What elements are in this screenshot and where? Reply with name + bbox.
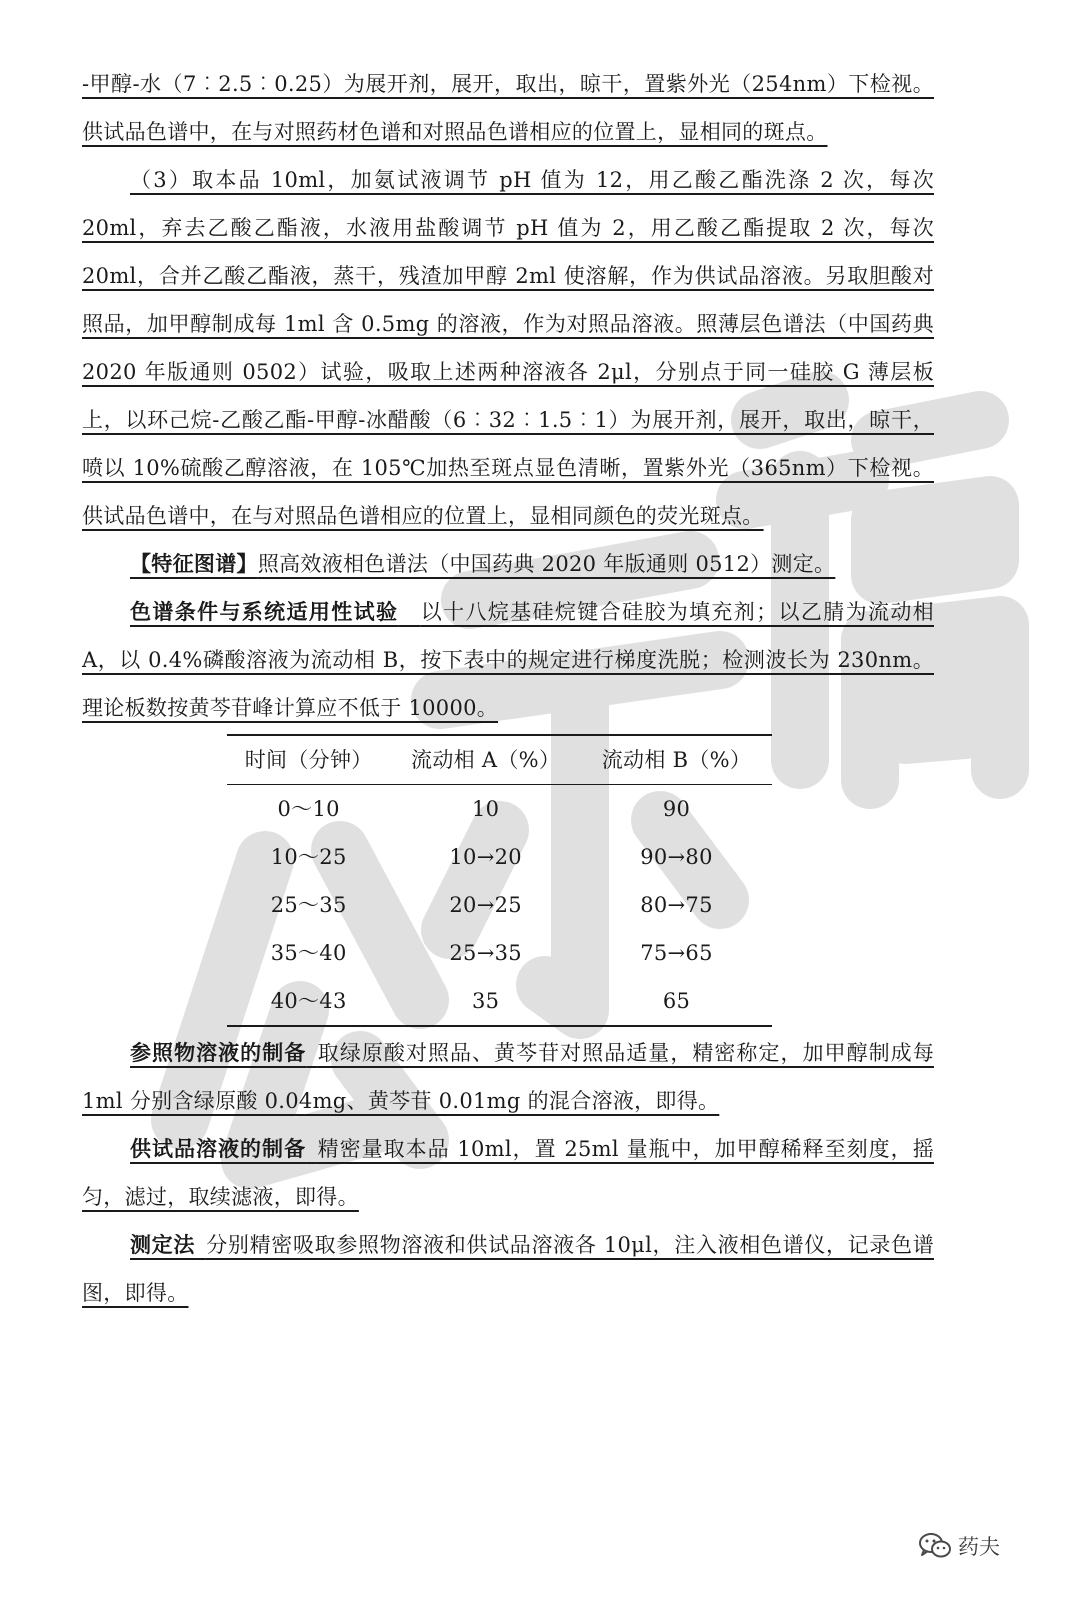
determination-method-text: 分别精密吸取参照物溶液和供试品溶液各 10μl，注入液相色谱仪，记录色谱图，即得。 (82, 1233, 934, 1305)
paragraph-2 (82, 156, 934, 540)
table-row (227, 785, 772, 834)
table-cell: 90→80 (640, 845, 713, 869)
table-row (227, 881, 772, 929)
determination-method-section (82, 1221, 934, 1317)
reference-solution-heading: 参照物溶液的制备 (130, 1041, 307, 1065)
chromatography-conditions-section (82, 588, 934, 732)
header-mobile-phase-a: 流动相 A（%） (390, 735, 581, 785)
table-cell: 25→35 (449, 941, 522, 965)
chromatography-conditions-text: 以十八烷基硅烷键合硅胶为填充剂；以乙腈为流动相 A，以 0.4%磷酸溶液为流动相 B，按下表中的规定进行梯度洗脱；检测波长为 230nm。理论板数按黄芩苷峰计算应不低于 10000。 (82, 600, 934, 720)
determination-method-heading: 测定法 (130, 1233, 196, 1257)
table-cell: 65 (581, 977, 772, 1026)
paragraph-2-text: （3）取本品 10ml，加氨试液调节 pH 值为 12，用乙酸乙酯洗涤 2 次，每次 20ml，弃去乙酸乙酯液，水液用盐酸调节 pH 值为 2，用乙酸乙酯提取 2 次，每次 20ml，合并乙酸乙酯液，蒸干，残渣加甲醇 2ml 使溶解，作为供试品溶液。另取胆酸对照品，加甲醇制成每 1ml 含 0.5mg 的溶液，作为对照品溶液。照薄层色谱法（中国药典 2020 年版通则 0502）试验，吸取上述两种溶液各 2μl，分别点于同一硅胶 G 薄层板上，以环己烷-乙酸乙酯-甲醇-冰醋酸（6︰32︰1.5︰1）为展开剂，展开，取出，晾干，喷以 10%硫酸乙醇溶液，在 105℃加热至斑点显色清晰，置紫外光（365nm）下检视。供试品色谱中，在与对照品色谱相应的位置上，显相同颜色的荧光斑点。 (82, 168, 934, 528)
table-cell: 90 (662, 797, 691, 821)
table-cell: 35 (390, 977, 581, 1026)
gradient-table-wrap (227, 734, 772, 1027)
table-cell: 35～40 (270, 941, 347, 965)
reference-solution-text: 取绿原酸对照品、黄芩苷对照品适量，精密称定，加甲醇制成每 1ml 分别含绿原酸 0.04mg、黄芩苷 0.01mg 的混合溶液，即得。 (82, 1041, 934, 1113)
feature-spectrum-section (82, 540, 934, 588)
header-mobile-phase-b: 流动相 B（%） (581, 735, 772, 785)
table-row (227, 977, 772, 1026)
sample-solution-section (82, 1125, 934, 1221)
feature-spectrum-text: 照高效液相色谱法（中国药典 2020 年版通则 0512）测定。 (257, 552, 836, 576)
source-badge-label: 药夫 (958, 1535, 1000, 1559)
paragraph-1 (82, 60, 934, 156)
paragraph-1-text: -甲醇-水（7︰2.5︰0.25）为展开剂，展开，取出，晾干，置紫外光（254nm）下检视。供试品色谱中，在与对照药材色谱和对照品色谱相应的位置上，显相同的斑点。 (82, 72, 934, 144)
table-cell: 10～25 (270, 845, 347, 869)
sample-solution-heading: 供试品溶液的制备 (130, 1137, 307, 1161)
table-cell: 75→65 (640, 941, 713, 965)
table-row (227, 833, 772, 881)
document-body (82, 60, 934, 1317)
table-cell: 20→25 (449, 893, 522, 917)
table-cell: 25～35 (270, 893, 347, 917)
table-cell: 10→20 (449, 845, 522, 869)
table-row (227, 929, 772, 977)
reference-solution-section (82, 1029, 934, 1125)
feature-spectrum-heading: 【特征图谱】 (130, 552, 258, 576)
table-cell: 80→75 (640, 893, 713, 917)
sample-solution-text: 精密量取本品 10ml，置 25ml 量瓶中，加甲醇稀释至刻度，摇匀，滤过，取续滤液，即得。 (82, 1137, 934, 1209)
chromatography-conditions-heading: 色谱条件与系统适用性试验 (130, 600, 399, 624)
table-cell: 10 (471, 797, 500, 821)
gradient-table-header-row (227, 735, 772, 785)
header-time: 时间（分钟） (227, 735, 390, 785)
wechat-icon (918, 1532, 952, 1560)
gradient-table (227, 734, 772, 1027)
table-cell: 40～43 (227, 977, 390, 1026)
source-badge (918, 1526, 1000, 1566)
table-cell: 0～10 (277, 797, 340, 821)
